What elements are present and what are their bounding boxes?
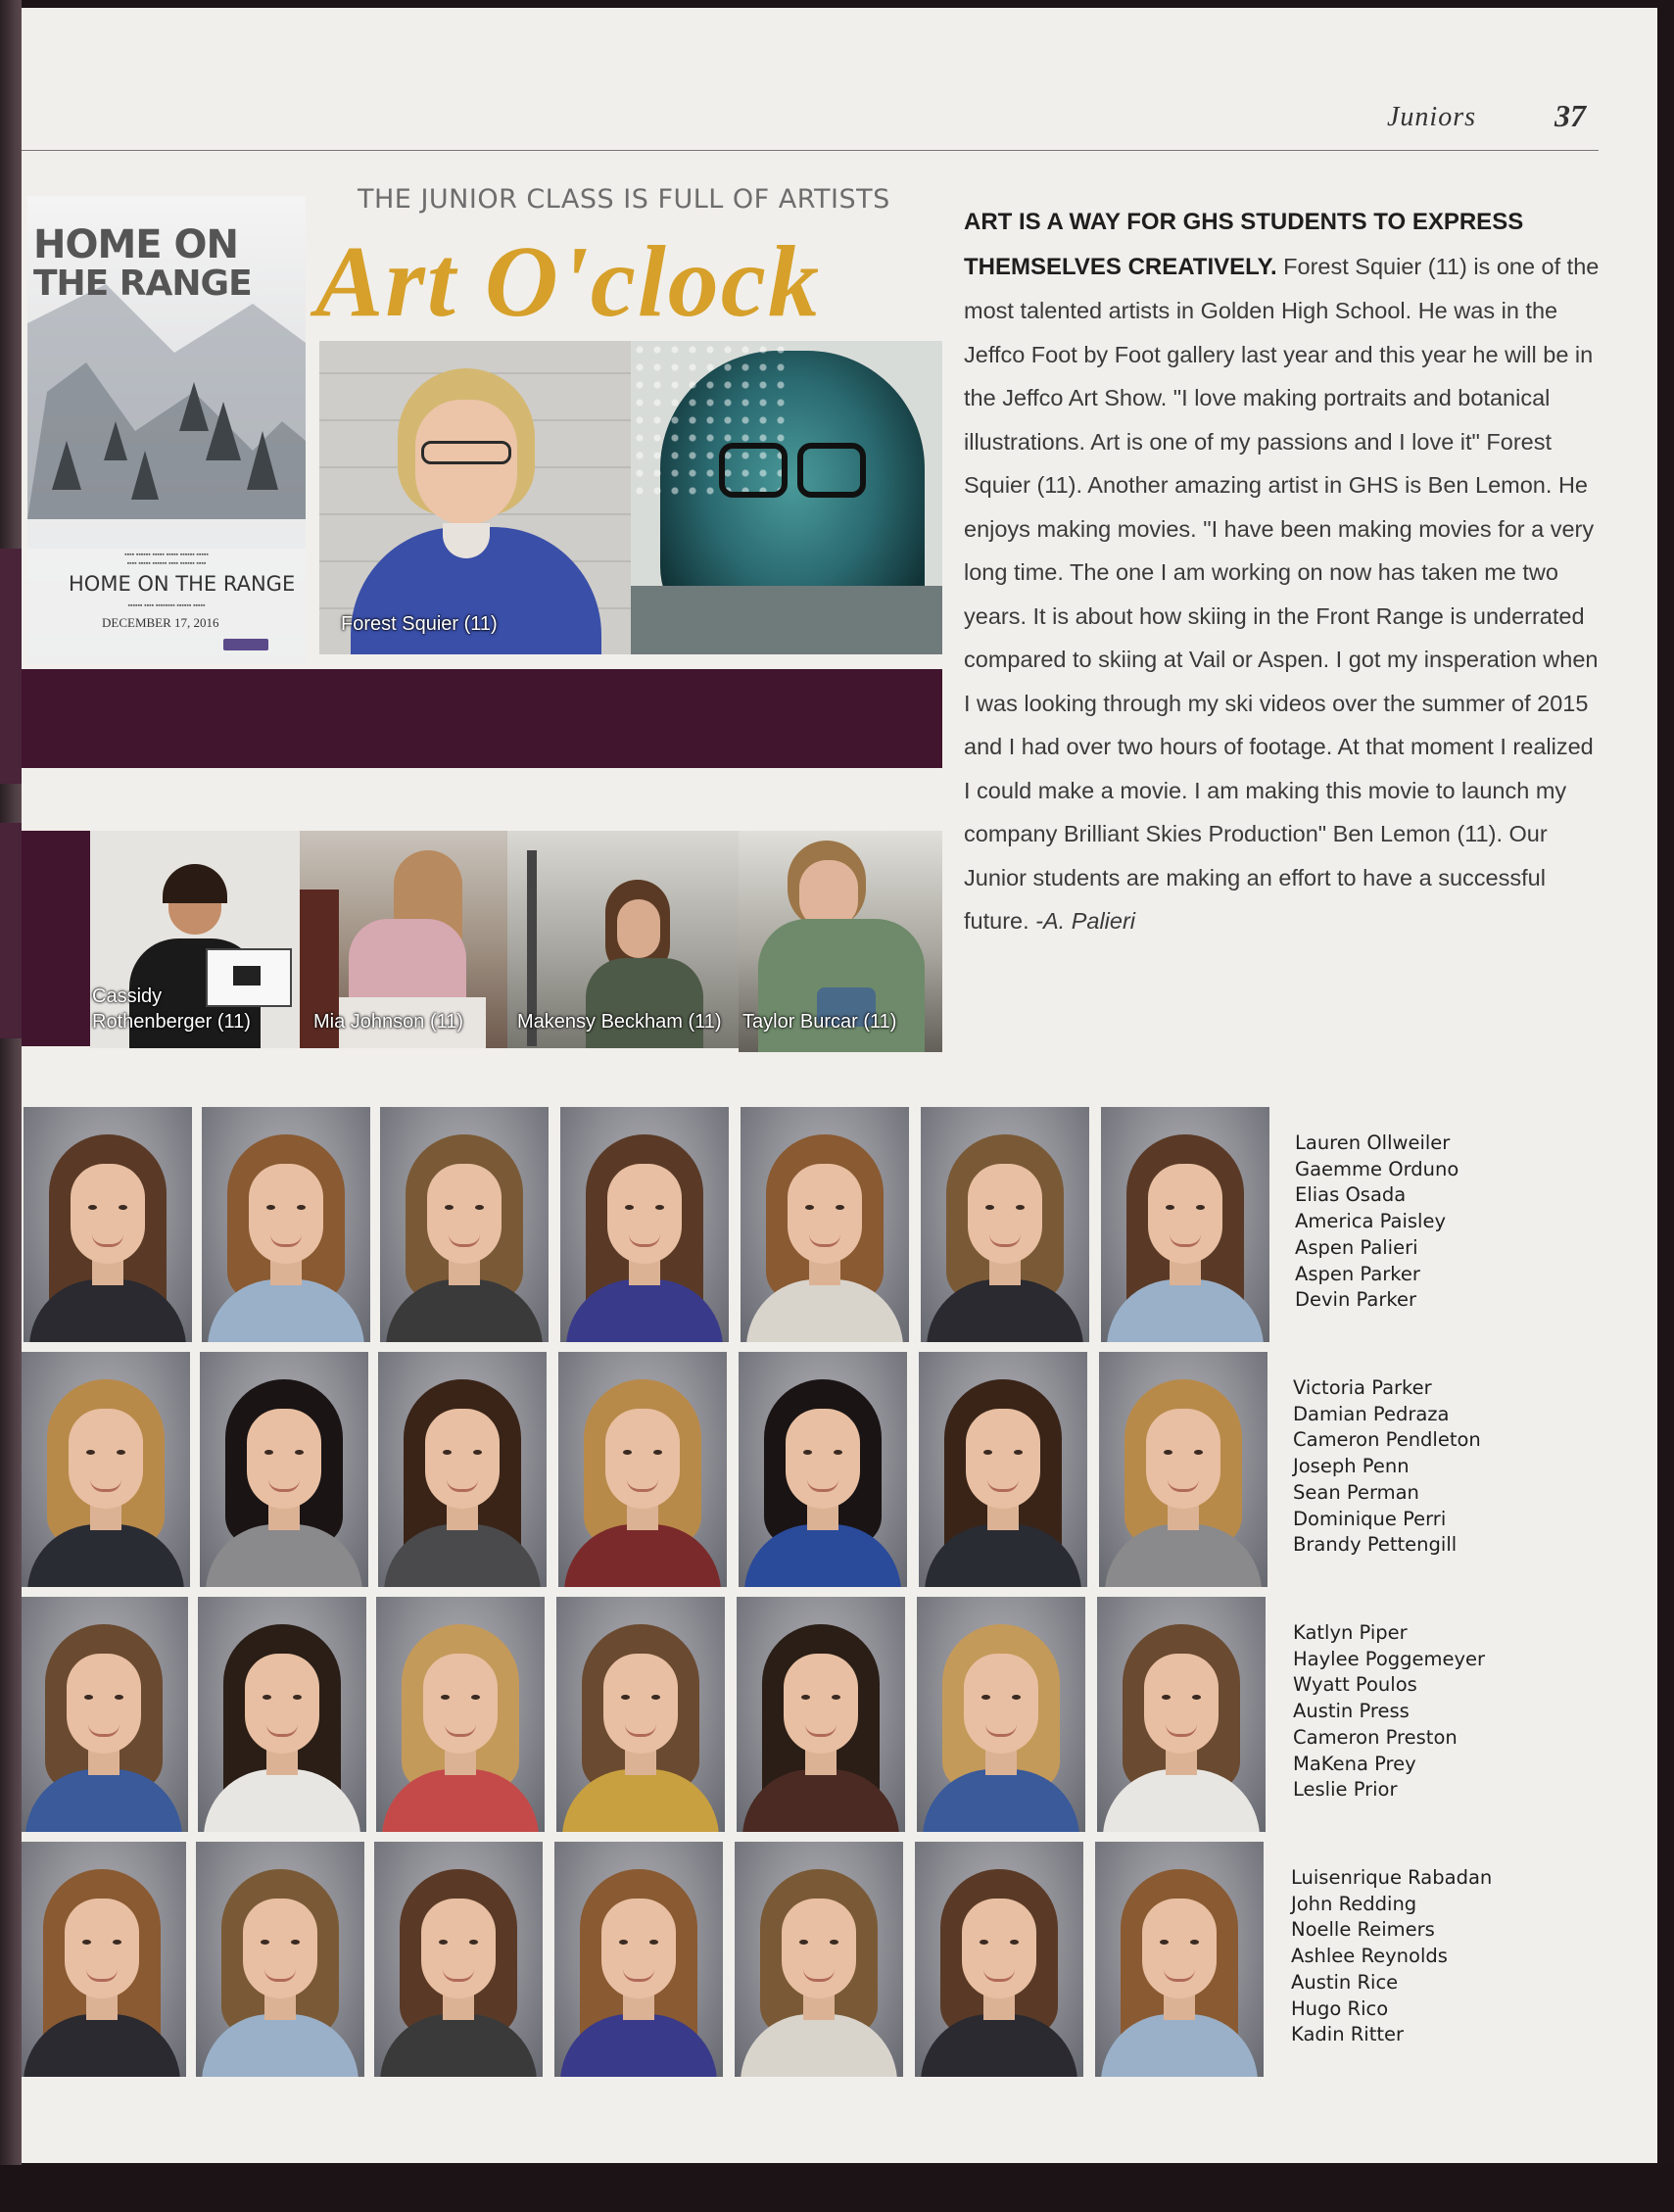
feature-story: [964, 200, 1601, 943]
portrait-eye: [653, 1450, 662, 1455]
portrait-eye: [623, 1450, 632, 1455]
portrait-shirt: [744, 1524, 901, 1587]
portrait-eye: [649, 1940, 658, 1945]
student-name: Brandy Pettengill: [1293, 1533, 1458, 1557]
portrait-painting: [631, 341, 942, 654]
portrait-face: [964, 1654, 1038, 1754]
student-name: Cameron Preston: [1293, 1725, 1458, 1749]
portrait-eye: [651, 1695, 660, 1700]
portrait-eye: [801, 1695, 810, 1700]
gutter-shade: [0, 549, 22, 784]
student-portrait: [196, 1842, 364, 2077]
portrait-eye: [469, 1940, 478, 1945]
student-name: Aspen Parker: [1295, 1262, 1420, 1285]
portrait-eye: [291, 1940, 300, 1945]
student-name: Gaemme Orduno: [1295, 1157, 1459, 1180]
portrait-shirt: [923, 1769, 1079, 1832]
student-portrait: [735, 1842, 903, 2077]
portrait-shirt: [202, 2014, 359, 2077]
student-portrait: [1101, 1107, 1269, 1342]
student-portrait: [22, 1352, 190, 1587]
portrait-face: [1144, 1654, 1219, 1754]
student-portrait: [376, 1597, 545, 1832]
portrait-face: [249, 1164, 323, 1264]
portrait-face: [65, 1899, 139, 1998]
portrait-shirt: [25, 1769, 182, 1832]
student-name: Leslie Prior: [1293, 1778, 1398, 1802]
portrait-shirt: [1103, 1769, 1260, 1832]
portrait-eye: [799, 1940, 808, 1945]
makensy-caption: Makensy Beckham (11): [517, 1011, 722, 1033]
strip-band: [22, 831, 90, 1046]
portrait-eye: [1012, 1695, 1021, 1700]
portrait-eye: [115, 1695, 123, 1700]
story-body: Forest Squier (11) is one of the most talented artists in Golden High School. He was in the Jeffco Foot by Foot gallery last year and this year he will be in the Jeffco Art Show. "I love making portraits and botanical illustrations. Art is one of my passions and I love it" Forest Squier (11). Another amazing artist in GHS is Ben Lemon. He enjoys making movies. "I have been making movies for a very long time. The one I am working on now has taken me two years. It is about how skiing in the Front Range is underrated compared to skiing at Vail or Aspen. I got my insperation when I was looking through my ski videos over the summer of 2015 and I had over two hours of footage. At that moment I realized I could make a movie. I am making this movie to launch my company Brilliant Skies Production" Ben Lemon (11). Our Junior students are making an effort to have a successful future.: [964, 253, 1600, 934]
mia-caption: Mia Johnson (11): [313, 1011, 464, 1033]
portrait-eye: [981, 1695, 990, 1700]
portrait-face: [605, 1409, 680, 1509]
portrait-eye: [655, 1205, 664, 1210]
portrait-eye: [836, 1205, 844, 1210]
student-name: Dominique Perri: [1293, 1507, 1447, 1530]
student-name: MaKena Prey: [1293, 1752, 1416, 1775]
page-number: 37: [1554, 98, 1586, 133]
portrait-eye: [473, 1450, 482, 1455]
portrait-eye: [263, 1695, 271, 1700]
student-portrait: [737, 1597, 905, 1832]
portrait-eye: [88, 1205, 97, 1210]
student-portrait: [556, 1597, 725, 1832]
feature-kicker: THE JUNIOR CLASS IS FULL OF ARTISTS: [358, 184, 890, 215]
portrait-face: [788, 1164, 862, 1264]
student-portrait: [200, 1352, 368, 1587]
portrait-eye: [1166, 1205, 1174, 1210]
student-portrait: [917, 1597, 1085, 1832]
student-portrait: [1097, 1597, 1266, 1832]
portrait-eye: [621, 1695, 630, 1700]
portrait-eye: [625, 1205, 634, 1210]
poster-title: HOME ON THE RANGE: [33, 222, 252, 304]
portrait-eye: [439, 1940, 448, 1945]
portrait-face: [71, 1164, 145, 1264]
portrait-face: [1148, 1164, 1222, 1264]
portrait-shirt: [1105, 1524, 1262, 1587]
student-name: Luisenrique Rabadan: [1291, 1866, 1493, 1889]
student-name: Austin Rice: [1291, 1970, 1399, 1994]
poster-subtitle: HOME ON THE RANGE: [69, 572, 296, 596]
student-portrait: [915, 1842, 1083, 2077]
portrait-face: [421, 1899, 496, 1998]
portrait-face: [427, 1164, 502, 1264]
portrait-face: [966, 1409, 1040, 1509]
student-portrait: [554, 1842, 723, 2077]
portrait-eye: [475, 1205, 484, 1210]
student-name: Devin Parker: [1295, 1288, 1416, 1312]
student-portrait: [1099, 1352, 1267, 1587]
portrait-eye: [1016, 1205, 1025, 1210]
portrait-eye: [980, 1940, 988, 1945]
story-credit: -A. Palieri: [1035, 908, 1136, 934]
poster-date: DECEMBER 17, 2016: [102, 615, 219, 630]
portrait-face: [968, 1164, 1042, 1264]
names-row-1: [1295, 1130, 1459, 1314]
student-portrait: [24, 1107, 192, 1342]
portrait-shirt: [746, 1279, 903, 1342]
student-name: Austin Press: [1293, 1700, 1410, 1723]
student-portrait: [380, 1107, 549, 1342]
student-portrait: [739, 1352, 907, 1587]
portrait-face: [601, 1899, 676, 1998]
portrait-face: [425, 1409, 500, 1509]
portrait-eye: [834, 1450, 842, 1455]
portrait-eye: [1194, 1450, 1203, 1455]
student-name: Joseph Penn: [1293, 1455, 1410, 1478]
portrait-eye: [297, 1205, 306, 1210]
portrait-eye: [293, 1695, 302, 1700]
portrait-eye: [82, 1940, 91, 1945]
portrait-eye: [1162, 1695, 1171, 1700]
student-name: America Paisley: [1295, 1210, 1447, 1233]
portrait-eye: [1192, 1695, 1201, 1700]
portrait-eye: [830, 1940, 838, 1945]
student-name: Noelle Reimers: [1291, 1918, 1435, 1942]
portrait-eye: [261, 1940, 269, 1945]
portrait-shirt: [562, 1769, 719, 1832]
portrait-face: [245, 1654, 319, 1754]
portrait-eye: [471, 1695, 480, 1700]
student-portrait: [560, 1107, 729, 1342]
portrait-eye: [1160, 1940, 1169, 1945]
forest-caption: Forest Squier (11): [341, 613, 498, 635]
portrait-face: [607, 1164, 682, 1264]
student-portrait: [921, 1107, 1089, 1342]
student-name: Katlyn Piper: [1293, 1621, 1408, 1644]
student-name: John Redding: [1291, 1892, 1417, 1915]
portrait-face: [243, 1899, 317, 1998]
portrait-face: [1142, 1899, 1217, 1998]
portrait-eye: [117, 1450, 125, 1455]
student-portrait: [558, 1352, 727, 1587]
student-name: Cameron Pendleton: [1293, 1428, 1481, 1452]
student-name: Lauren Ollweiler: [1295, 1131, 1451, 1154]
student-portrait: [919, 1352, 1087, 1587]
student-portrait: [198, 1597, 366, 1832]
portrait-eye: [1190, 1940, 1199, 1945]
student-name: Wyatt Poulos: [1293, 1673, 1417, 1697]
student-portrait: [1095, 1842, 1264, 2077]
names-row-2: [1293, 1375, 1481, 1559]
portrait-shirt: [921, 2014, 1077, 2077]
student-name: Damian Pedraza: [1293, 1402, 1450, 1425]
student-name: Aspen Palieri: [1295, 1235, 1418, 1259]
student-portrait: [378, 1352, 547, 1587]
portrait-eye: [295, 1450, 304, 1455]
portrait-face: [247, 1409, 321, 1509]
poster-credits-2: ▪▪▪▪▪▪ ▪▪▪▪ ▪▪▪▪▪▪▪▪ ▪▪▪▪▪▪ ▪▪▪▪▪: [127, 601, 206, 609]
page-bottom-edge: [0, 2165, 1674, 2212]
section-name: Juniors: [1387, 102, 1476, 132]
portrait-eye: [113, 1940, 121, 1945]
portrait-eye: [119, 1205, 127, 1210]
portrait-face: [786, 1409, 860, 1509]
portrait-eye: [443, 1450, 452, 1455]
student-portrait: [22, 1597, 188, 1832]
cassidy-caption: Cassidy Rothenberger (11): [92, 986, 251, 1033]
portrait-eye: [266, 1205, 275, 1210]
portrait-eye: [1014, 1450, 1023, 1455]
poster-logo: [223, 639, 268, 650]
portrait-eye: [441, 1695, 450, 1700]
portrait-face: [1146, 1409, 1220, 1509]
portrait-shirt: [380, 2014, 537, 2077]
student-name: Ashlee Reynolds: [1291, 1945, 1448, 1968]
student-portrait: [741, 1107, 909, 1342]
portrait-eye: [803, 1450, 812, 1455]
student-name: Victoria Parker: [1293, 1376, 1432, 1399]
portrait-face: [603, 1654, 678, 1754]
portrait-eye: [1010, 1940, 1019, 1945]
story-lead: ART IS A WAY FOR GHS STUDENTS TO EXPRESS THEMSELVES CREATIVELY.: [964, 209, 1524, 280]
header-rule: [22, 150, 1599, 151]
yearbook-page: [22, 8, 1657, 2163]
portrait-eye: [832, 1695, 840, 1700]
feature-headline: Art O'clock: [315, 225, 821, 338]
portrait-eye: [1196, 1205, 1205, 1210]
student-name: Sean Perman: [1293, 1480, 1419, 1504]
movie-poster: [27, 196, 306, 664]
portrait-eye: [86, 1450, 95, 1455]
student-portrait: [22, 1842, 186, 2077]
portrait-eye: [445, 1205, 454, 1210]
student-name: Haylee Poggemeyer: [1293, 1647, 1486, 1670]
color-band: [22, 669, 942, 768]
portrait-shirt: [27, 1524, 184, 1587]
student-name: Elias Osada: [1295, 1183, 1407, 1207]
portrait-face: [782, 1899, 856, 1998]
portrait-shirt: [208, 1279, 364, 1342]
poster-credits: ▪▪▪▪ ▪▪▪▪▪▪ ▪▪▪▪▪ ▪▪▪▪▪ ▪▪▪▪▪▪ ▪▪▪▪▪ ▪▪▪▪ ▪▪▪▪▪ ▪▪▪▪▪▪ ▪▪▪▪ ▪▪▪▪▪▪ ▪▪▪▪: [124, 551, 209, 567]
portrait-shirt: [564, 1524, 721, 1587]
student-name: Hugo Rico: [1291, 1996, 1389, 2020]
portrait-eye: [983, 1450, 992, 1455]
portrait-shirt: [386, 1279, 543, 1342]
portrait-shirt: [206, 1524, 362, 1587]
taylor-caption: Taylor Burcar (11): [742, 1011, 897, 1033]
portrait-eye: [84, 1695, 93, 1700]
portrait-eye: [1164, 1450, 1172, 1455]
forest-photo: [319, 341, 631, 654]
portrait-face: [784, 1654, 858, 1754]
portrait-face: [962, 1899, 1036, 1998]
gutter-shade: [0, 823, 22, 1038]
portrait-shirt: [927, 1279, 1083, 1342]
portrait-eye: [985, 1205, 994, 1210]
portrait-eye: [619, 1940, 628, 1945]
portrait-face: [67, 1654, 141, 1754]
names-row-3: [1293, 1620, 1485, 1803]
student-name: Kadin Ritter: [1291, 2023, 1405, 2046]
portrait-shirt: [741, 2014, 897, 2077]
names-row-4: [1291, 1865, 1492, 2048]
portrait-eye: [805, 1205, 814, 1210]
portrait-face: [423, 1654, 498, 1754]
page-gutter: [0, 0, 22, 2212]
portrait-shirt: [382, 1769, 539, 1832]
student-portrait: [374, 1842, 543, 2077]
student-portrait: [202, 1107, 370, 1342]
portrait-face: [69, 1409, 143, 1509]
portrait-eye: [264, 1450, 273, 1455]
